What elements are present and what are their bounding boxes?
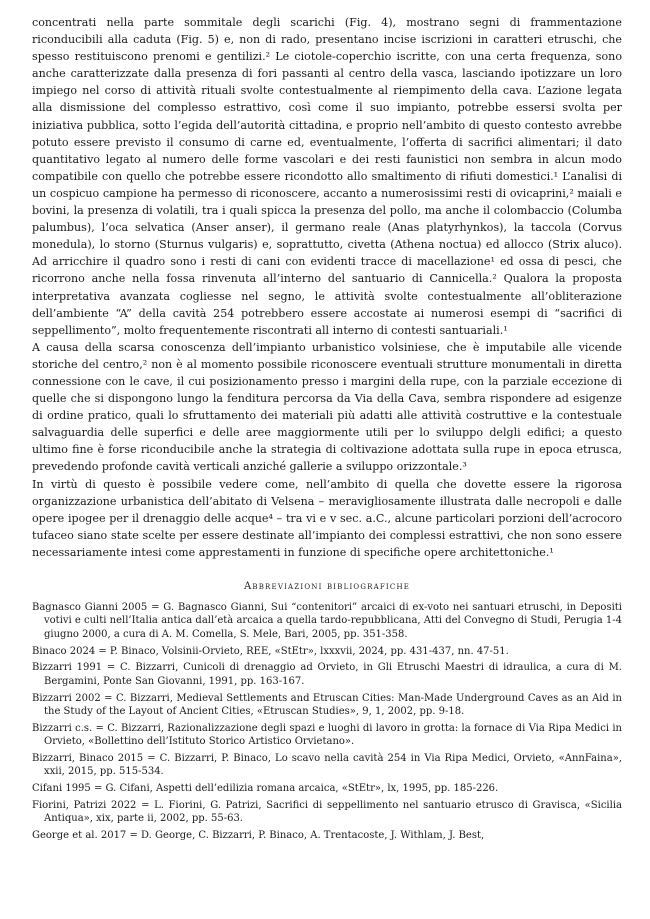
bibliography-entry: George et al. 2017 = D. George, C. Bizzarri, P. Binaco, A. Trentacoste, J. Withlam, J. Best,	[32, 830, 485, 842]
bibliography-entry: Bizzarri 2002 = C. Bizzarri, Medieval Settlements and Etruscan Cities: Man-Made Underground Caves as an Aid in the Study of the Layout of Ancient Cities, «Etruscan Studies», 9, 1, 2002, pp. 9-18.	[32, 692, 622, 718]
bibliography-heading: Abbreviazioni bibliografiche	[243, 581, 411, 592]
document-page	[32, 14, 622, 846]
main-text	[32, 14, 622, 561]
bibliography-entry: Cifani 1995 = G. Cifani, Aspetti dell’edilizia romana arcaica, «StEtr», lx, 1995, pp. 185-226.	[32, 783, 499, 795]
bibliography-list	[32, 601, 622, 843]
body-paragraph-2: A causa della scarsa conoscenza dell’impianto urbanistico volsiniese, che è imputabile alle vicende storiche del centro,² non è al momento possibile riconoscere eventuali strutture monumentali in diretta connessione con le cave, il cui posizionamento presso i margini della rupe, con la parziale eccezione di quelle che si dispongono lungo la fenditura percorsa da Via della Cava, sembra rispondere ad esigenze di ordine pratico, quali lo sfruttamento dei materiali più adatti alle attività costruttive e la contestuale salvaguardia delle superfici e delle aree maggiormente utili per lo sviluppo delgli edifici; a questo ultimo fine è forse riconducibile anche la strategia di coltivazione adottata sulla rupe in epoca etrusca, prevedendo profonde cavità verticali anziché gallerie a sviluppo orizzontale.³	[32, 340, 622, 474]
body-paragraph-3: In virtù di questo è possibile vedere come, nell’ambito di quella che dovette essere la rigorosa organizzazione urbanistica dell’abitato di Velsena – meravigliosamente illustrata dalle necropoli e dalle opere ipogee per il drenaggio delle acque⁴ – tra vi e v sec. a.C., alcune particolari porzioni dell’acrocoro tufaceo siano state scelte per essere destinate all’impianto dei complessi estrattivi, che non sono essere necessariamente intesi come apprestamenti in funzione di specifiche opere architettoniche.¹	[32, 477, 622, 559]
body-paragraph-1: concentrati nella parte sommitale degli scarichi (Fig. 4), mostrano segni di frammentazione riconducibili alla caduta (Fig. 5) e, non di rado, presentano incise iscrizioni in caratteri etruschi, che spesso restituiscono prenomi e gentilizi.² Le ciotole-coperchio iscritte, con una certa frequenza, sono anche caratterizzate dalla presenza di fori passanti al centro della vasca, lasciando ipotizzare un loro impiego nel corso di attività rituali svolte contestualmente al riempimento della cava. L’azione legata alla dismissione del complesso estrattivo, così come il suo impianto, potrebbe essersi svolta per iniziativa pubblica, sotto l’egida dell’autorità cittadina, e proprio nell’ambito di questo contesto avrebbe potuto essere previsto il consumo di carne ed, eventualmente, l’offerta di sacrifici alimentari; il dato quantitativo legato al numero delle forme vascolari e dei resti faunistici non sembra in alcun modo compatibile con quello che potrebbe essere ricondotto allo smaltimento di rifiuti domestici.¹ L’analisi di un cospicuo campione ha permesso di riconoscere, accanto a numerosissimi resti di ovicaprini,² maiali e bovini, la presenza di volatili, tra i quali spicca la presenza del pollo, ma anche il colombaccio (Columba palumbus), l’oca selvatica (Anser anser), il germano reale (Anas platyrhynkos), la taccola (Corvus monedula), lo storno (Sturnus vulgaris) e, soprattutto, civetta (Athena noctua) ed allocco (Strix aluco). Ad arricchire il quadro sono i resti di cani con evidenti tracce di macellazione¹ ed ossa di pesci, che ricorrono anche nella fossa rinvenuta all’interno del santuario di Cannicella.² Qualora la proposta interpretativa avanzata cogliesse nel segno, le attività svolte contestualmente all’obliterazione dell’ambiente “A” della cavità 254 potrebbero essere accostate ai numerosi esempi di “sacrifici di seppellimento”, molto frequentemente riscontrati all interno di contesti santuariali.¹	[32, 16, 622, 337]
bibliography-entry: Bizzarri 1991 = C. Bizzarri, Cunicoli di drenaggio ad Orvieto, in Gli Etruschi Maestri di idraulica, a cura di M. Bergamini, Ponte San Giovanni, 1991, pp. 163-167.	[32, 662, 622, 687]
bibliography-entry: Binaco 2024 = P. Binaco, Volsinii-Orvieto, REE, «StEtr», lxxxvii, 2024, pp. 431-437, nn. 47-51.	[32, 645, 509, 657]
bibliography-entry: Bagnasco Gianni 2005 = G. Bagnasco Gianni, Sui “contenitori” arcaici di ex-voto nei santuari etruschi, in Depositi votivi e culti nell’Italia antica dall’età arcaica a quella tardo-repubblicana, Atti del Convegno di Studi, Perugia 1-4 giugno 2000, a cura di A. M. Comella, S. Mele, Bari, 2005, pp. 351-358.	[32, 602, 622, 640]
bibliography-entry: Bizzarri, Binaco 2015 = C. Bizzarri, P. Binaco, Lo scavo nella cavità 254 in Via Ripa Medici, Orvieto, «AnnFaina», xxii, 2015, pp. 515-534.	[32, 753, 622, 778]
bibliography-entry: Fiorini, Patrizi 2022 = L. Fiorini, G. Patrizi, Sacrifici di seppellimento nel santuario etrusco di Gravisca, «Sicilia Antiqua», xix, parte ii, 2002, pp. 55-63.	[32, 800, 622, 825]
bibliography-entry: Bizzarri c.s. = C. Bizzarri, Razionalizzazione degli spazi e luoghi di lavoro in grotta: la fornace di Via Ripa Medici in Orvieto, «Bollettino dell’Istituto Storico Artistico Orvietano».	[32, 722, 622, 748]
